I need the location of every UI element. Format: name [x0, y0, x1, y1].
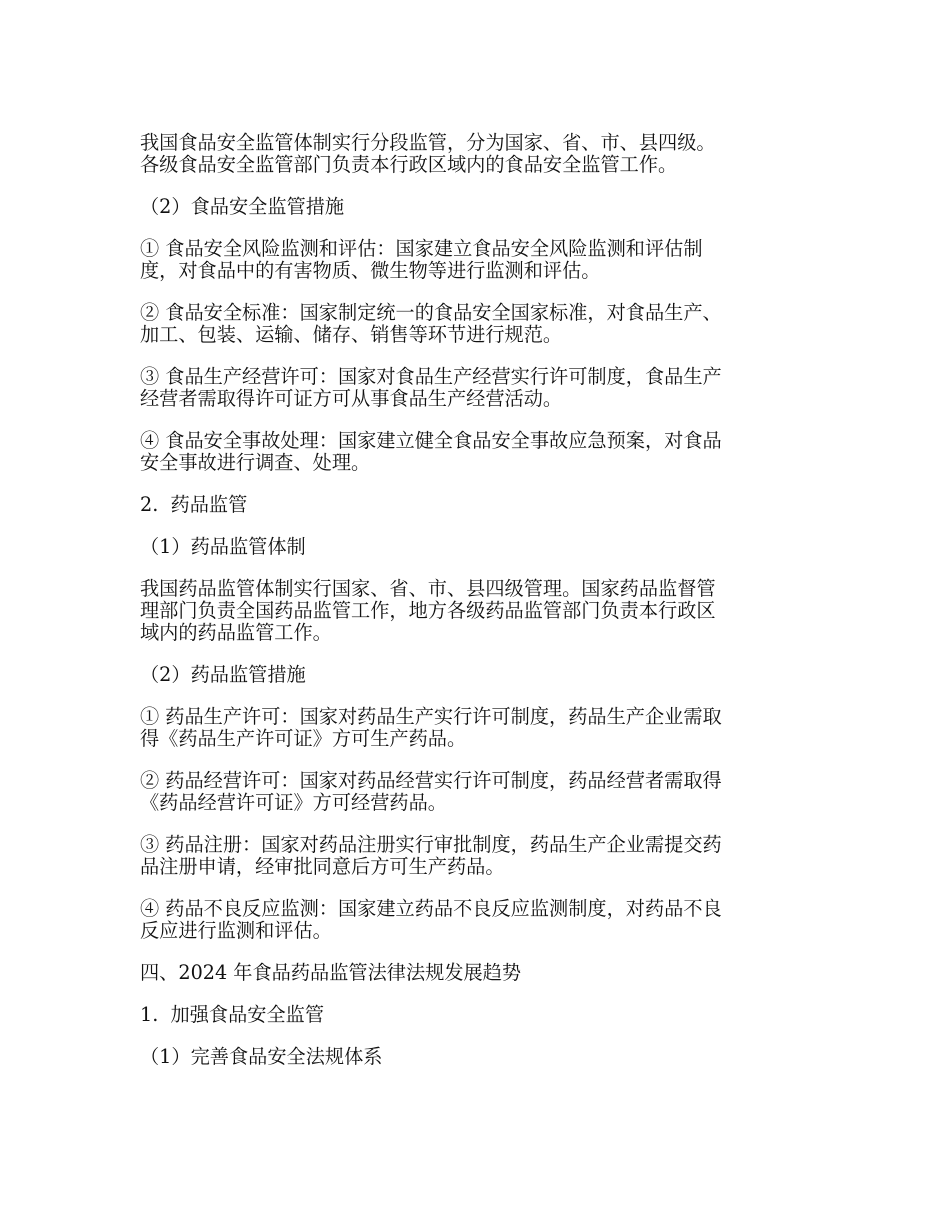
subheading-drug-measures: （2）药品监管措施: [140, 663, 306, 686]
list-item-food-risk-monitoring: ① 食品安全风险监测和评估：国家建立食品安全风险监测和评估制 度，对食品中的有害物质、微生物等进行监测和评估。: [140, 237, 703, 282]
list-item-drug-registration: ③ 药品注册：国家对药品注册实行审批制度，药品生产企业需提交药 品注册申请，经审批同意后方可生产药品。: [140, 833, 722, 878]
list-item-drug-production-license: ① 药品生产许可：国家对药品生产实行许可制度，药品生产企业需取 得《药品生产许可证》方可生产药品。: [140, 705, 722, 750]
section-heading-trends: 四、2024 年食品药品监管法律法规发展趋势: [140, 961, 522, 984]
list-item-food-incident: ④ 食品安全事故处理：国家建立健全食品安全事故应急预案，对食品 安全事故进行调查、处理。: [140, 429, 722, 474]
paragraph-food-regulatory-system: 我国食品安全监管体制实行分段监管，分为国家、省、市、县四级。 各级食品安全监管部门负责本行政区域内的食品安全监管工作。: [140, 131, 716, 176]
list-item-food-license: ③ 食品生产经营许可：国家对食品生产经营实行许可制度，食品生产 经营者需取得许可证方可从事食品生产经营活动。: [140, 365, 722, 410]
list-item-drug-adverse-reaction: ④ 药品不良反应监测：国家建立药品不良反应监测制度，对药品不良 反应进行监测和评估。: [140, 897, 722, 942]
subheading-improve-food-law: （1）完善食品安全法规体系: [140, 1045, 383, 1068]
list-item-food-standards: ② 食品安全标准：国家制定统一的食品安全国家标准，对食品生产、 加工、包装、运输、储存、销售等环节进行规范。: [140, 301, 722, 346]
heading-strengthen-food-safety: 1. 加强食品安全监管: [140, 1003, 325, 1026]
subheading-food-measures: （2）食品安全监管措施: [140, 195, 345, 218]
paragraph-drug-regulatory-system: 我国药品监管体制实行国家、省、市、县四级管理。国家药品监督管 理部门负责全国药品监管工作，地方各级药品监管部门负责本行政区 域内的药品监管工作。: [140, 577, 716, 644]
document-body: [140, 132, 800, 1088]
heading-drug-regulation: 2. 药品监管: [140, 493, 248, 516]
list-item-drug-business-license: ② 药品经营许可：国家对药品经营实行许可制度，药品经营者需取得 《药品经营许可证》方可经营药品。: [140, 769, 722, 814]
subheading-drug-system: （1）药品监管体制: [140, 535, 306, 558]
